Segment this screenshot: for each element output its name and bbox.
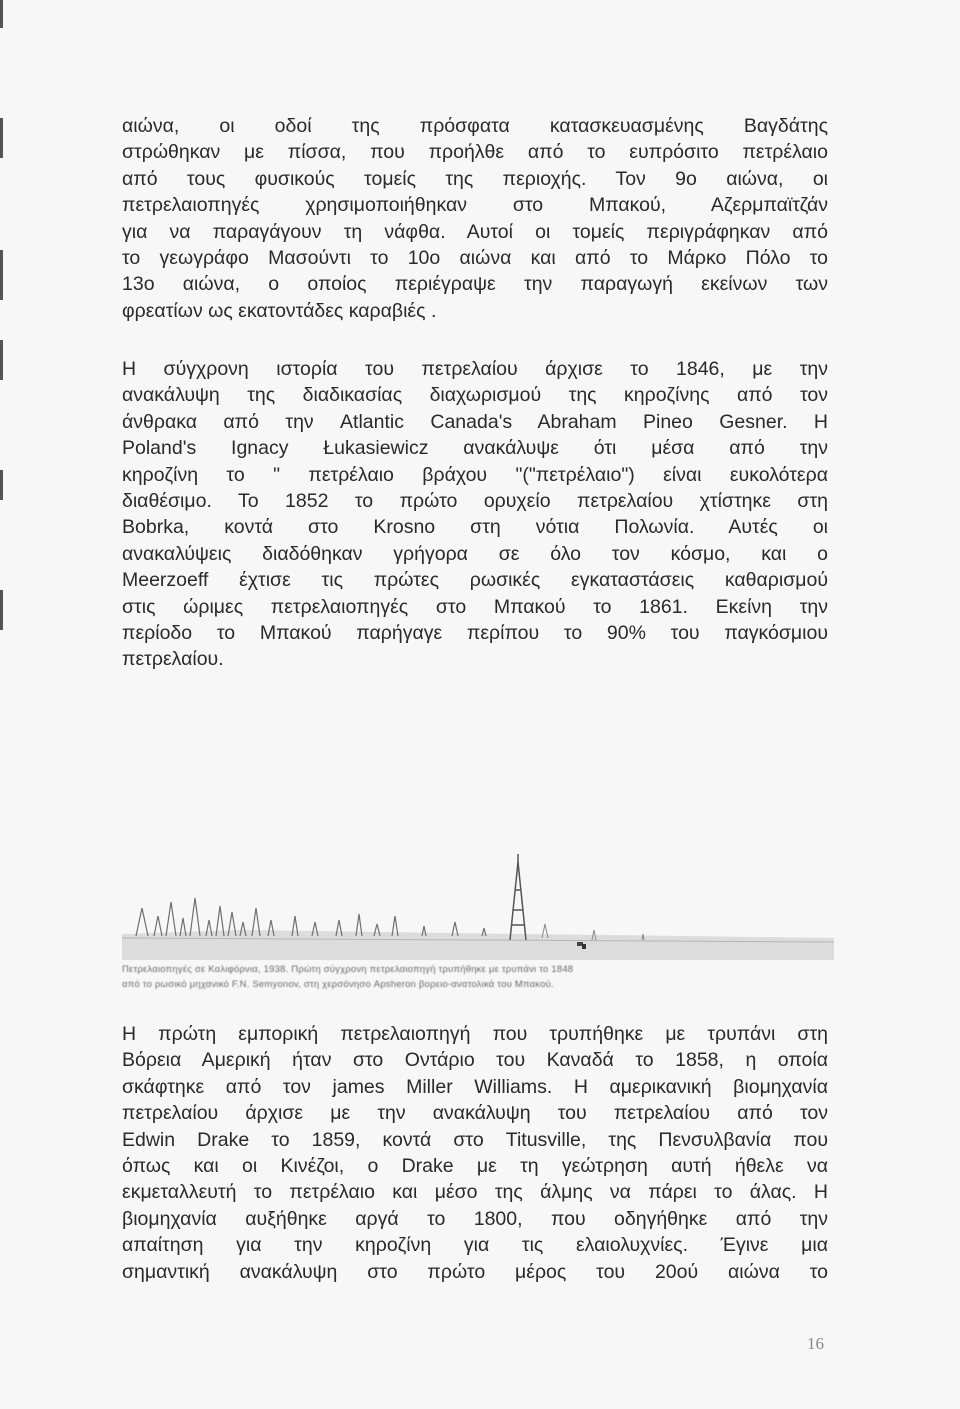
text-line: Poland's Ignacy Łukasiewicz ανακάλυψε ότι μέσα από την <box>122 437 828 460</box>
text-line: Bobrka, κοντά στο Krosno στη νότια Πολωνία. Αυτές οι <box>122 516 828 539</box>
text-line: διαθέσιμο. Το 1852 το πρώτο ορυχείο πετρελαίου χτίστηκε στη <box>122 490 828 513</box>
paragraph-2 <box>122 356 828 673</box>
text-line: Meerzoeff έχτισε τις πρώτες ρωσικές εγκαταστάσεις καθαρισμού <box>122 569 828 592</box>
text-line: πετρελαίου άρχισε με την ανακάλυψη του πετρελαίου από τον <box>122 1102 828 1125</box>
text-line: στρώθηκαν με πίσσα, που προήλθε από το ευπρόσιτο πετρέλαιο <box>122 141 828 164</box>
text-line: κηροζίνη το " πετρέλαιο βράχου "("πετρέλαιο") είναι ευκολότερα <box>122 463 828 486</box>
text-line: ανακαλύψεις διαδόθηκαν γρήγορα σε όλο τον κόσμο, και ο <box>122 542 828 565</box>
text-line: Βόρεια Αμερική ήταν στο Οντάριο του Καναδά το 1858, η οποία <box>122 1049 828 1072</box>
text-line: όπως και οι Κινέζοι, ο Drake με τη γεώτρηση αυτή ήθελε να <box>122 1155 828 1178</box>
text-line: αιώνα, οι οδοί της πρόσφατα κατασκευασμένης Βαγδάτης <box>122 115 828 137</box>
text-line: περίοδο το Μπακού παρήγαγε περίπου το 90% του παγκόσμιου <box>122 622 828 645</box>
figure-caption <box>122 962 834 992</box>
text-line: το γεωγράφο Μασούντι το 10ο αιώνα και από το Μάρκο Πόλο το <box>122 247 828 270</box>
text-line: Η σύγχρονη ιστορία του πετρελαίου άρχισε το 1846, με την <box>122 358 828 380</box>
text-line: 13ο αιώνα, ο οποίος περιέγραψε την παραγωγή εκείνων των <box>122 273 828 296</box>
caption-line: από το ρωσικό μηχανικό F.N. Semyonov, στη χερσόνησο Apsheron βορειο-ανατολικά του Μπακού. <box>122 979 554 990</box>
text-line: φρεατίων ως εκατοντάδες καραβιές . <box>122 299 437 322</box>
caption-line: Πετρελαιοπηγές σε Καλιφόρνια, 1938. Πρώτη σύγχρονη πετρελαιοπηγή τρυπήθηκε με τρυπάνι το 1848 <box>122 964 574 975</box>
oil-field-photo <box>122 850 834 960</box>
text-line: πετρελαίου. <box>122 648 224 671</box>
text-line: σκάφτηκε από τον james Miller Williams. Η αμερικανική βιομηχανία <box>122 1075 828 1098</box>
text-line: για να παραγάγουν τη νάφθα. Αυτοί οι τομείς περιγράφηκαν από <box>122 220 828 243</box>
binding-edge-marks <box>0 0 6 1409</box>
text-line: βιομηχανία αυξήθηκε αργά το 1800, που οδηγήθηκε από την <box>122 1207 828 1230</box>
text-line: σημαντική ανακάλυψη στο πρώτο μέρος του 20ού αιώνα το <box>122 1260 828 1283</box>
text-line: Edwin Drake το 1859, κοντά στο Titusville, της Πενσυλβανία που <box>122 1128 828 1151</box>
text-line: απαίτηση για την κηροζίνη για τις ελαιολυχνίες. Έγινε μια <box>122 1234 828 1257</box>
text-line: άνθρακα από την Atlantic Canada's Abraham Pineo Gesner. Η <box>122 410 828 433</box>
text-line: Η πρώτη εμπορική πετρελαιοπηγή που τρυπήθηκε με τρυπάνι στη <box>122 1023 828 1045</box>
paragraph-1 <box>122 113 828 324</box>
paragraph-3 <box>122 1021 828 1285</box>
page-number: 16 <box>807 1334 824 1353</box>
oil-derricks-illustration <box>122 850 834 960</box>
text-line: πετρελαιοπηγές χρησιμοποιήθηκαν στο Μπακού, Αζερμπαϊτζάν <box>122 194 828 217</box>
text-line: ανακάλυψη της διαδικασίας διαχωρισμού της κηροζίνης από τον <box>122 384 828 407</box>
text-line: εκμεταλλευτή το πετρέλαιο και μέσο της άλμης να πάρει το άλας. Η <box>122 1181 828 1204</box>
text-line: από τους φυσικούς τομείς της περιοχής. Τον 9ο αιώνα, οι <box>122 167 828 190</box>
text-line: στις ώριμες πετρελαιοπηγές στο Μπακού το 1861. Εκείνη την <box>122 595 828 618</box>
